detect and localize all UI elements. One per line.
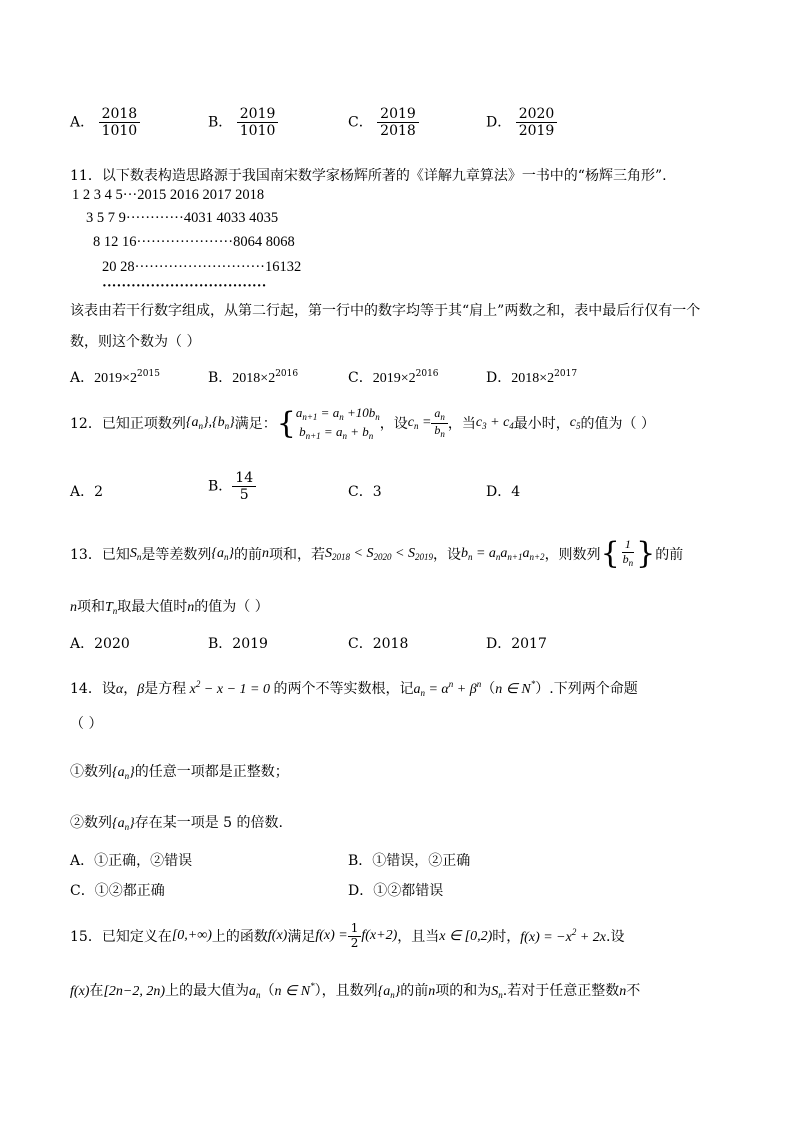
q15-l2b: 上的最大值为	[165, 983, 250, 999]
fraction	[237, 106, 279, 139]
q14-statement-1: ①数列$\{a_n\}$的任意一项都是正整数；	[70, 764, 289, 781]
c5: $c_5$	[569, 415, 581, 432]
option-label: D．	[486, 370, 512, 386]
q14-lead: 14．设	[70, 681, 116, 697]
q13-t6: 的前	[655, 546, 684, 563]
q14-option-b: B．①错误，②正确	[348, 853, 471, 869]
q11-table-row-ellipsis: ··································	[102, 278, 267, 294]
n-var: n	[262, 545, 270, 561]
q14-statement-2: ②数列$\{a_n\}$存在某一项是 5 的倍数.	[70, 815, 283, 832]
recurrence-eq-2: $b_{n+1} = a_n + b_n$	[299, 424, 374, 442]
fx: f(x)	[267, 928, 288, 944]
q14-option-c: C．①②都正确	[70, 883, 165, 899]
denominator: 2018	[380, 123, 416, 140]
q15-t2: 满足	[287, 929, 316, 946]
q15-stem-line-1	[70, 922, 624, 951]
option-value: 2	[94, 484, 104, 500]
q11-table-row-4: 20 28···························16132	[102, 259, 302, 275]
q14-s2a: ②数列	[70, 815, 112, 831]
q12-tail: 最小时，	[513, 416, 570, 433]
fraction	[516, 106, 558, 139]
option-label: D．	[486, 484, 512, 500]
q15-l2c: （	[260, 983, 275, 999]
q12-option-d	[486, 481, 520, 501]
reciprocal-fraction: $\frac{1}{b_n}$	[622, 537, 634, 569]
c3-c4: $c_3 + c_4$	[475, 415, 514, 432]
numerator: 2018	[99, 106, 141, 123]
q14-option-a: A．①正确，②错误	[70, 853, 193, 869]
system-brace: {	[276, 405, 296, 441]
q14-t3: 的两个不等实数根，记	[273, 681, 414, 697]
functional-eq: f(x) =	[315, 928, 348, 944]
option-label: C．	[348, 636, 373, 652]
option-exponent: 2015	[137, 369, 160, 379]
q13-l2b: 取最大值时	[117, 599, 188, 615]
bn-def: $b_n = a_na_{n+1}a_{n+2}$	[460, 545, 545, 562]
q12-option-c	[348, 481, 382, 501]
q10-option-c	[348, 106, 419, 139]
option-label: B．	[208, 370, 233, 386]
n-in-N: n ∈ N*	[495, 679, 536, 697]
option-exponent: 2017	[554, 369, 578, 379]
option-label: C．	[348, 114, 373, 131]
option-base: 2018×2	[232, 371, 276, 386]
q13-t4: ，设	[432, 546, 461, 563]
q12-set: ，设	[379, 416, 408, 433]
recurrence-system	[296, 404, 380, 442]
q15-l2h: 不	[626, 983, 641, 999]
numerator: 2020	[516, 106, 558, 123]
q13-l2c: 的值为（ ）	[194, 599, 269, 615]
sn: $S_n$	[129, 545, 142, 562]
q14-s1b: 的任意一项都是正整数；	[134, 764, 289, 780]
numerator: 2019	[377, 106, 419, 123]
q15-l2a: 在	[89, 983, 104, 999]
q13-t2: 的前	[234, 546, 263, 563]
option-value: 2020	[94, 636, 130, 652]
q10-option-d	[486, 106, 557, 139]
functional-eq-rhs: f(x+2)	[361, 928, 398, 944]
q12-when: ，当	[447, 416, 476, 433]
q11-option-c	[348, 367, 439, 387]
q14-t4: （	[481, 681, 496, 697]
option-label: B．	[208, 114, 233, 131]
q11-intro: 11．以下数表构造思路源于我国南宋数学家杨辉所著的《详解九章算法》一书中的“杨辉三角形”.	[70, 168, 667, 184]
q11-option-d	[486, 367, 577, 387]
q14-s2b: 存在某一项是 5 的倍数.	[134, 815, 283, 831]
fraction	[377, 106, 419, 139]
q15-t5: .设	[606, 929, 625, 946]
equation: $x^2 - x - 1 = 0$	[189, 679, 274, 697]
option-value: 4	[511, 484, 521, 500]
q13-stem	[70, 536, 683, 571]
q15-t3: ，且当	[397, 929, 440, 946]
option-base: 2019×2	[94, 371, 138, 386]
q11-table-row-3: 8 12 16····················8064 8068	[93, 234, 295, 250]
q11-text-line-1: 该表由若干行数字组成，从第二行起，第一行中的数字均等于其“肩上”两数之和，表中最后行仅有一个	[70, 303, 701, 319]
fraction	[99, 106, 141, 139]
numerator: 14	[232, 470, 256, 487]
x-in-interval: x ∈ [0,2)	[439, 928, 493, 944]
brace-left: {	[600, 536, 620, 571]
option-base: 2019×2	[372, 371, 416, 386]
q11-option-a	[70, 367, 160, 387]
q12-option-b	[208, 470, 256, 503]
option-exponent: 2016	[415, 369, 439, 379]
denominator: 5	[239, 487, 249, 504]
q14-t5: ）.下列两个命题	[535, 681, 638, 697]
brace-right: }	[636, 536, 656, 571]
denominator: 2019	[518, 123, 555, 140]
option-label: A．	[70, 370, 95, 386]
q13-option-d	[486, 633, 547, 653]
q13-lead: 13．已知	[70, 546, 130, 563]
option-label: D．	[486, 114, 512, 131]
option-base: 2018×2	[511, 371, 555, 386]
q15-l2f: 项的和为	[435, 983, 492, 999]
q12-lead: 12．已知正项数列	[70, 416, 186, 433]
c-fraction: $\frac{a_n}{b_n}$	[431, 407, 448, 439]
q12-tail2: 的值为（ ）	[580, 416, 655, 433]
q13-option-a	[70, 633, 130, 653]
q11-option-b	[208, 367, 298, 387]
q14-t2: 是方程	[144, 681, 187, 697]
q12-stem	[70, 404, 655, 442]
q11-text-line-2: 数，则这个数为（ ）	[70, 334, 201, 350]
q14-option-d: D．①②都错误	[348, 883, 444, 899]
half-fraction: $\frac{1}{2}$	[348, 922, 362, 951]
q15-t1: 上的函数	[211, 929, 268, 946]
q11-table-row-1: 1 2 3 4 5···2015 2016 2017 2018	[72, 187, 265, 203]
denominator: 1010	[101, 123, 138, 140]
domain-interval: [0,+∞)	[171, 928, 212, 944]
q15-l2g: .若对于任意正整数	[502, 983, 620, 999]
q13-option-b	[208, 633, 268, 653]
piece-def: $f(x) = -x^2 + 2x$	[520, 926, 607, 945]
option-label: B．	[208, 478, 233, 495]
q14-s1a: ①数列	[70, 764, 112, 780]
q15-t4: 时，	[492, 929, 521, 946]
recurrence-eq-1: $a_{n+1} = a_n +10b_n$	[295, 405, 380, 422]
option-label: B．	[208, 636, 233, 652]
q12-mid: 满足：	[234, 416, 277, 433]
option-value: 3	[372, 484, 382, 500]
q15-l2d: ），且数列	[314, 983, 378, 999]
option-label: A．	[70, 114, 95, 131]
q13-stem-line-2: n项和$T_n$取最大值时n的值为（ ）	[70, 599, 269, 616]
option-label: A．	[70, 636, 95, 652]
q10-option-b	[208, 106, 278, 139]
seq-an: $\{a_n\}$	[211, 545, 235, 562]
denominator: 1010	[239, 123, 276, 140]
q13-t5: ，则数列	[544, 546, 601, 563]
q14-paren: （ ）	[70, 716, 103, 732]
q15-stem-line-2: f(x)在[2n−2, 2n)上的最大值为$a_n(n$ ∈ N*），且数列$\{a_n\}$的前n项的和为$S_n$.若对于任意正整数n不	[70, 981, 641, 1000]
q14-stem: 14．设α，β是方程 $x^2 - x - 1 = 0$ 的两个不等实数根，记$a_n = \alpha^n + \beta^n(n$ ∈ N*）.下列两个命题	[70, 679, 638, 698]
option-label: C．	[348, 484, 373, 500]
option-label: D．	[486, 636, 512, 652]
q13-t1: 是等差数列	[141, 546, 212, 563]
option-value: 2019	[232, 636, 268, 652]
q10-option-a	[70, 106, 140, 139]
c-def: $c_n$ =	[407, 415, 432, 432]
option-label: C．	[348, 370, 373, 386]
numerator: 2019	[237, 106, 279, 123]
option-value: 2018	[372, 636, 409, 652]
q12-option-a	[70, 481, 103, 501]
fraction	[232, 470, 256, 503]
option-exponent: 2016	[275, 369, 299, 379]
seq-a: $\{a_n\},\{b_n\}$	[185, 415, 235, 432]
an-def: $a_n = \alpha^n + \beta^n$	[413, 679, 482, 698]
q14-t1: ，	[123, 681, 138, 697]
q13-option-c	[348, 633, 408, 653]
q15-lead: 15．已知定义在	[70, 929, 172, 946]
q13-l2a: 项和	[77, 599, 105, 615]
q13-t3: 项和，若	[269, 546, 326, 563]
inequality: $S_{2018} < S_{2020} < S_{2019}$	[325, 545, 433, 562]
option-label: A．	[70, 484, 95, 500]
q11-table-row-2: 3 5 7 9············4031 4033 4035	[86, 210, 279, 226]
option-value: 2017	[511, 636, 547, 652]
q15-l2e: 的前	[400, 983, 429, 999]
